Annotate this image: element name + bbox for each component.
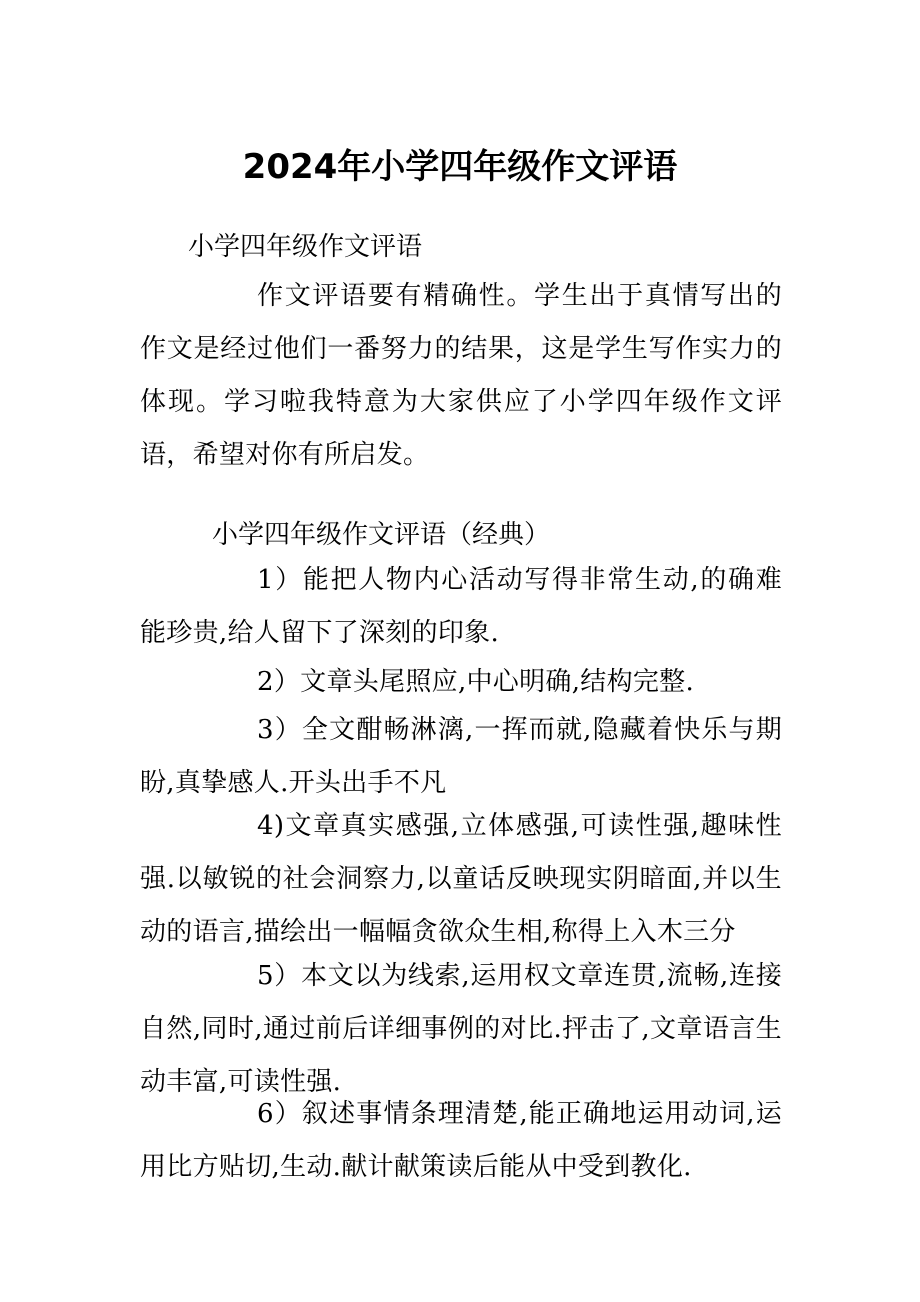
comment-item-6: 6）叙述事情条理清楚,能正确地运用动词,运用比方贴切,生动.献计献策读后能从中受到教化. xyxy=(140,1099,782,1182)
intro-paragraph: 作文评语要有精确性。学生出于真情写出的作文是经过他们一番努力的结果，这是学生写作实力的体现。学习啦我特意为大家供应了小学四年级作文评语，希望对你有所启发。 xyxy=(140,281,782,470)
comment-item-3: 3）全文酣畅淋漓,一挥而就,隐藏着快乐与期盼,真挚感人.开头出手不凡 xyxy=(140,715,782,798)
comment-item-1: 1）能把人物内心活动写得非常生动,的确难能珍贵,给人留下了深刻的印象. xyxy=(140,565,782,648)
document-title: 2024年小学四年级作文评语 xyxy=(242,147,678,187)
comment-item-5: 5）本文以为线索,运用权文章连贯,流畅,连接自然,同时,通过前后详细事例的对比.抨击了,文章语言生动丰富,可读性强. xyxy=(140,961,782,1097)
section-heading: 小学四年级作文评语 xyxy=(188,232,423,262)
comment-item-4: 4)文章真实感强,立体感强,可读性强,趣味性强.以敏锐的社会洞察力,以童话反映现实阴暗面,并以生动的语言,描绘出一幅幅贪欲众生相,称得上入木三分 xyxy=(140,811,782,947)
classic-section-heading: 小学四年级作文评语（经典） xyxy=(212,520,551,550)
comment-item-2: 2）文章头尾照应,中心明确,结构完整. xyxy=(257,667,695,697)
